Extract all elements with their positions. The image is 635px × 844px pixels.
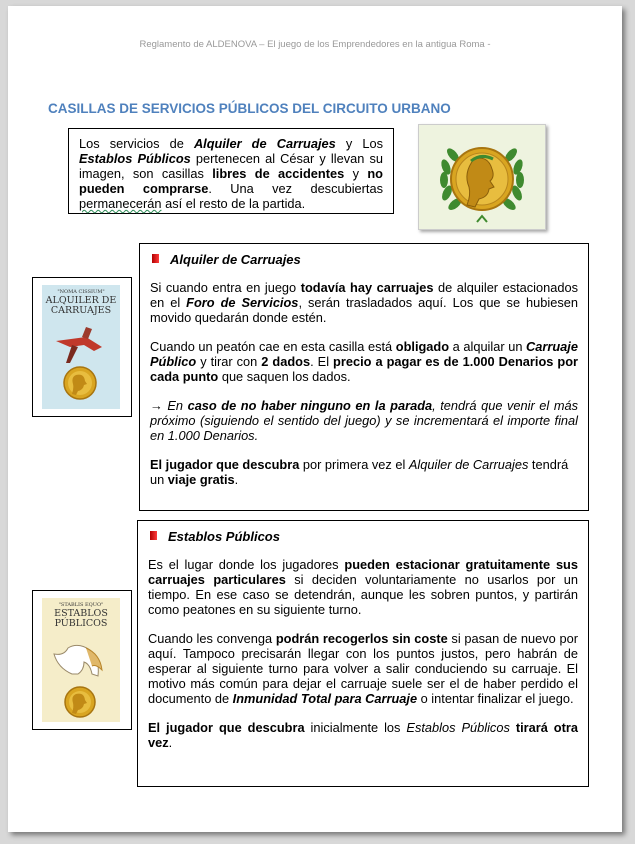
caesar-coin-image — [418, 124, 546, 230]
paragraph: El jugador que descubra por primera vez el Alquiler de Carruajes tendrá un viaje gratis. — [150, 457, 569, 487]
running-header: Reglamento de ALDENOVA – El juego de los Emprendedores en la antigua Roma - — [139, 39, 491, 50]
caesar-coin-icon — [419, 125, 545, 229]
intro-box — [68, 128, 394, 214]
document-page — [8, 6, 622, 832]
intro-text: y — [344, 166, 368, 181]
intro-term-carruajes: Alquiler de Carruajes — [193, 136, 336, 151]
section-heading — [150, 252, 578, 267]
bullet-icon — [150, 531, 157, 540]
section-heading-text: Alquiler de Carruajes — [170, 252, 301, 267]
paragraph: Si cuando entra en juego todavía hay carruajes de alquiler estacionados en el Foro de Servicios, serán trasladados aquí. Los que se hubiesen movido quedarán donde estén. — [150, 280, 579, 325]
intro-text: pertenecen al César y llevan su imagen, son casillas — [79, 151, 383, 181]
card-title: ESTABLOS PÚBLICOS — [54, 608, 108, 629]
intro-term-establos: Establos Públicos — [79, 151, 191, 166]
intro-text: Los servicios de — [79, 136, 194, 151]
intro-text: así el resto de la partida. — [161, 196, 306, 211]
card-face — [42, 285, 120, 409]
intro-emphasis: no pueden comprarse — [79, 166, 383, 196]
bullet-icon — [152, 254, 159, 263]
paragraph: El jugador que descubra inicialmente los Establos Públicos tirará otra vez. — [148, 720, 578, 750]
establos-publicos-card — [32, 590, 132, 730]
spellcheck-word: permanecerán — [79, 196, 162, 211]
intro-text: y Los — [335, 136, 383, 151]
alquiler-carruajes-card — [32, 277, 132, 417]
card-face — [42, 598, 120, 722]
chariot-coin-icon — [42, 319, 120, 409]
intro-text: . Una vez descubiertas — [208, 181, 384, 196]
card-motto: "NOMA CISSIUM" — [57, 289, 105, 295]
section-heading — [148, 529, 578, 544]
establos-publicos-section — [137, 520, 589, 787]
section-heading-text: Establos Públicos — [168, 529, 280, 544]
horse-coin-icon — [42, 632, 120, 722]
paragraph: Cuando les convenga podrán recogerlos sin coste si pasan de nuevo por aquí. Tampoco precisarán llegar con los puntos justos, pero habrán de esperar al siguiente turno para volver a salir conduciendo su carruaje. El motivo más común para dejar el carruaje suele ser el de haber perdido el documento de Inmunidad Total para Carruaje o intentar finalizar el juego. — [148, 631, 579, 706]
paragraph: Cuando un peatón cae en esta casilla está obligado a alquilar un Carruaje Público y tirar con 2 dados. El precio a pagar es de 1.000 Denarios por cada punto que saquen los dados. — [150, 339, 578, 384]
alquiler-carruajes-section — [139, 243, 589, 511]
paragraph: Es el lugar donde los jugadores pueden estacionar gratuitamente sus carruajes particulares si deciden voluntariamente no usarlos por un tiempo. En ese caso se detendrán, aunque les sobren puntos, y partirán como peatones en su siguiente turno. — [148, 557, 578, 617]
card-title: ALQUILER DE CARRUAJES — [45, 295, 117, 316]
card-motto: "STABLIS EQUO" — [58, 602, 104, 608]
intro-emphasis: libres de accidentes — [212, 166, 345, 181]
section-title: CASILLAS DE SERVICIOS PÚBLICOS DEL CIRCUITO URBANO — [48, 101, 451, 116]
paragraph: → En caso de no haber ninguno en la parada, tendrá que venir el más próximo (siguiendo el sentido del juego) y se incrementará el importe final en 1.000 Denarios. — [150, 398, 578, 443]
